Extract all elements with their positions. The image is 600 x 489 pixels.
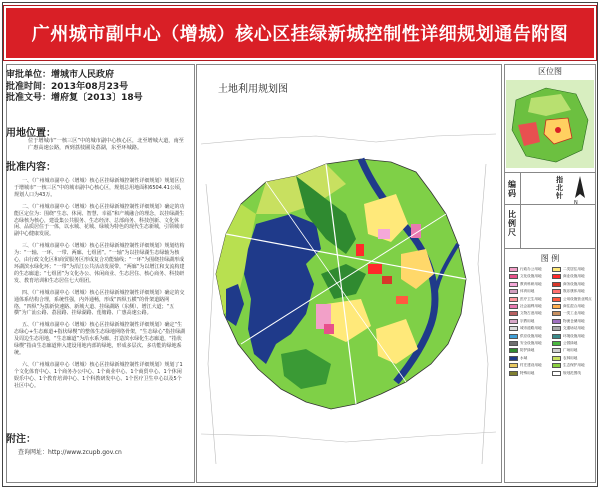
- legend-swatch: [509, 304, 518, 309]
- legend-item: [552, 281, 594, 288]
- context-road-south: [201, 432, 496, 442]
- legend-label: 农林用地: [563, 355, 578, 360]
- legend-swatch: [552, 289, 561, 294]
- context-road-west: [206, 184, 216, 464]
- legend-swatch: [552, 319, 561, 324]
- legend-swatch: [509, 311, 518, 316]
- legend-item: [509, 325, 551, 332]
- legend-item: [509, 296, 551, 303]
- legend-item: [552, 347, 594, 354]
- query-line: [18, 447, 122, 456]
- legend-label: 物流仓储用地: [563, 318, 585, 323]
- approval-unit-label: 审批单位：: [6, 70, 52, 80]
- legend-swatch: [509, 289, 518, 294]
- legend-swatch: [509, 297, 518, 302]
- query-label: 查询网址：: [18, 449, 49, 456]
- legend-swatch: [509, 326, 518, 331]
- query-url[interactable]: http://www.zcupb.gov.cn: [48, 449, 122, 456]
- approval-unit-value: 增城市人民政府: [51, 70, 115, 80]
- notice-paragraph-2: 二、《广州城市副中心（增城）核心区挂绿新城控制性详细规划》确定的功能区定位为：围绕“生态、休闲、智慧、幸福”和产城融合的理念，以挂绿湖生态绿核为核心，建设集公共服务、生态经济、总部商务、科技创新、文化休闲、品质居住于一体，以水城、花城、绿城为特色的现代生态新城，引领城市副中心健康发展。: [14, 203, 185, 238]
- legend-swatch: [552, 297, 561, 302]
- north-arrow-icon: [572, 174, 588, 202]
- notice-paragraph-5: 五、《广州城市副中心（增城）核心区挂绿新城控制性详细规划》确定“生态绿心+生态廊道+指状绿楔”的整体生态绿地网络骨架，“生态绿心”指挂绿湖及周边生态用地，“生态廊道”为沿水系为廊，打造滨水绿化生态廊道，“指状绿楔”指由生态廊道伸入建设用地内部的绿地，形成多层次、多功能的绿地系统。: [14, 322, 186, 356]
- legend-item: [552, 333, 594, 340]
- legend-swatch: [509, 267, 518, 272]
- legend-label: 广场用地: [563, 348, 578, 353]
- scale-label: 比例尺: [508, 210, 516, 237]
- legend-swatch: [552, 341, 561, 346]
- location-heading: 用地位置：: [6, 128, 56, 139]
- legend-item: [552, 355, 594, 362]
- commercial-block-3: [356, 244, 364, 256]
- location-map-title: 区位图: [538, 67, 562, 76]
- legend-title: 图 例: [540, 254, 560, 263]
- legend-item: [509, 303, 551, 310]
- commercial-block-4: [396, 296, 408, 304]
- legend-item: [509, 281, 551, 288]
- notice-content: [14, 178, 186, 394]
- legend-label: 城市道路用地: [520, 326, 542, 331]
- legend-item: [509, 347, 551, 354]
- approval-doc-label: 批准文号：: [6, 93, 52, 103]
- legend-label: 行政办公用地: [520, 267, 542, 271]
- title-banner: [4, 6, 596, 60]
- approval-time-value: 2013年08月23号: [51, 81, 129, 92]
- legend-label: 文物古迹用地: [520, 311, 542, 316]
- legend-swatch: [552, 274, 561, 279]
- legend-label: 宗教用地: [520, 318, 535, 323]
- legend-swatch: [552, 363, 561, 368]
- legend-swatch: [509, 363, 518, 368]
- legend-label: 防护绿地: [520, 348, 535, 353]
- legend-label: 商业设施用地: [563, 274, 585, 279]
- legend-label: 教育科研用地: [520, 281, 542, 286]
- land-use-map: [196, 64, 502, 483]
- legend-label: 商务设施用地: [563, 281, 585, 286]
- legend-label: 文化设施用地: [520, 274, 542, 279]
- legend-label: 一类工业用地: [563, 311, 585, 316]
- legend-label: 供应设施用地: [520, 333, 542, 338]
- legend-item: [552, 303, 594, 310]
- commercial-block-1: [368, 264, 382, 274]
- legend-item: [509, 273, 551, 280]
- legend-item: [552, 362, 594, 369]
- legend-item: [509, 266, 551, 273]
- appendix-heading: 附注：: [6, 434, 36, 445]
- approval-time-label: 批准时间：: [6, 81, 52, 92]
- legend-label: 安全设施用地: [520, 341, 542, 345]
- legend-item: [552, 288, 594, 295]
- public-block-3: [378, 229, 390, 239]
- legend-swatch: [552, 326, 561, 331]
- legend-item: [552, 296, 594, 303]
- divider-2: [504, 204, 596, 205]
- notice-paragraph-3: 三、《广州城市副中心（增城）核心区挂绿新城控制性详细规划》规划结构为：“一轴、一环、一带、两廊、七组团”。“一轴”为以挂绿湖生态绿轴为核心，由行政文化区和商贸服务区形成复合功能轴线；“一环”为围绕挂绿湖形成环湖滨水绿化环；“一带”为沿江公共活动发展带，“两廊”为以增江和支流构建的生态廊道；“七组团”为文化办公、休闲商业、生态居住、核心商务、科技研发、教育培训和生态居住七大组团。: [14, 243, 185, 284]
- legend-label: 村庄建设用地: [520, 363, 542, 368]
- legend-label: 特殊用地: [520, 370, 535, 375]
- approval-doc-value: 增府复〔2013〕18号: [51, 93, 143, 103]
- legend-item: [552, 370, 594, 377]
- legend-label: 公园绿地: [563, 341, 578, 345]
- legend-item: [509, 355, 551, 362]
- location-map-marker: [555, 127, 561, 133]
- legend-swatch: [552, 311, 561, 316]
- legend-item: [552, 325, 594, 332]
- location-map: [506, 80, 594, 168]
- legend-swatch: [509, 274, 518, 279]
- notice-heading: 批准内容：: [6, 162, 56, 173]
- legend-item: [552, 310, 594, 317]
- notice-paragraph-4: 四、《广州城市副中心（增城）核心区挂绿新城控制性详细规划》确定的交通体系结构合理，系统性强，内外通畅，形成“四纵五横”的骨架道路网络，“四纵”为荔新快速路、新城大道、挂绿湖路（东侧）、增江大道；“五横”为广汕公路、荔园路、挂绿湖路、莲塘路、广惠高速公路。: [14, 289, 185, 317]
- legend-label: 规划范围线: [563, 370, 581, 375]
- legend-swatch: [552, 304, 561, 309]
- divider-3: [504, 248, 596, 249]
- map-title: 土地利用规划图: [218, 84, 288, 95]
- legend-swatch: [552, 356, 561, 361]
- legend-item: [509, 333, 551, 340]
- legend-item: [509, 370, 551, 377]
- north-letter: N: [574, 200, 578, 206]
- legend-swatch: [552, 282, 561, 287]
- legend-swatch: [552, 334, 561, 339]
- context-road-east: [478, 164, 488, 464]
- legend-label: 二类居住用地: [563, 267, 585, 271]
- divider-vertical: [520, 172, 521, 248]
- legend-swatch: [509, 319, 518, 324]
- legend-label: 体育用地: [520, 289, 535, 294]
- legend-item: [509, 310, 551, 317]
- code-label: 编码: [508, 180, 516, 198]
- legend-label: 社会福利用地: [520, 304, 542, 308]
- legend-label: 水域: [520, 355, 528, 360]
- legend-item: [509, 362, 551, 369]
- page-title: 广州城市副中心（增城）核心区挂绿新城控制性详细规划通告附图: [31, 24, 569, 45]
- north-label: 指北针: [556, 176, 563, 200]
- location-text: 位于增城市“一核三区”中的城市副中心核心区，北至增城大道，南至广惠高速公路，西到荔枝圃及荔湖，东至环城路。: [28, 138, 184, 151]
- legend-item: [509, 288, 551, 295]
- context-road-north: [201, 134, 496, 144]
- legend-swatch: [509, 341, 518, 346]
- legend-item: [509, 318, 551, 325]
- legend-item: [552, 340, 594, 347]
- legend-item: [509, 340, 551, 347]
- legend-label: 交通场站用地: [563, 326, 585, 331]
- legend-item: [552, 318, 594, 325]
- legend-label: 公用设施营业网点: [563, 296, 592, 301]
- public-block-2: [324, 324, 334, 334]
- legend-label: 娱乐康体用地: [563, 289, 585, 294]
- legend-swatch: [509, 334, 518, 339]
- legend-swatch: [552, 267, 561, 272]
- legend-swatch: [509, 371, 518, 376]
- legend-swatch: [509, 356, 518, 361]
- notice-paragraph-6: 六、《广州城市副中心（增城）核心区挂绿新城控制性详细规划》规划了1个文化体育中心、1个商务办公中心、1个商业中心、1个商贸中心、1个休闲娱乐中心、1个教育培训中心、1个科教研发中心、1个医疗卫生中心以及5个社区中心。: [14, 361, 183, 389]
- legend-swatch: [552, 348, 561, 353]
- approval-info: [6, 70, 143, 105]
- legend-label: 商住混合用地: [563, 304, 585, 308]
- legend-item: [552, 266, 594, 273]
- legend-label: 医疗卫生用地: [520, 296, 542, 301]
- legend-item: [552, 273, 594, 280]
- legend-swatch: [509, 348, 518, 353]
- commercial-block-2: [382, 276, 392, 284]
- legend-label: 环境设施用地: [563, 333, 585, 338]
- notice-paragraph-1: 一、《广州城市副中心（增城）核心区挂绿新城控制性详细规划》规划区位于增城市“一核三区”中的城市副中心核心区，规划总用地面积6504.41公顷，规划人口为43万。: [14, 178, 185, 198]
- legend-label: 生态保护用地: [563, 363, 585, 368]
- divider-1: [504, 172, 596, 173]
- legend-swatch: [552, 371, 561, 376]
- legend-swatch: [509, 282, 518, 287]
